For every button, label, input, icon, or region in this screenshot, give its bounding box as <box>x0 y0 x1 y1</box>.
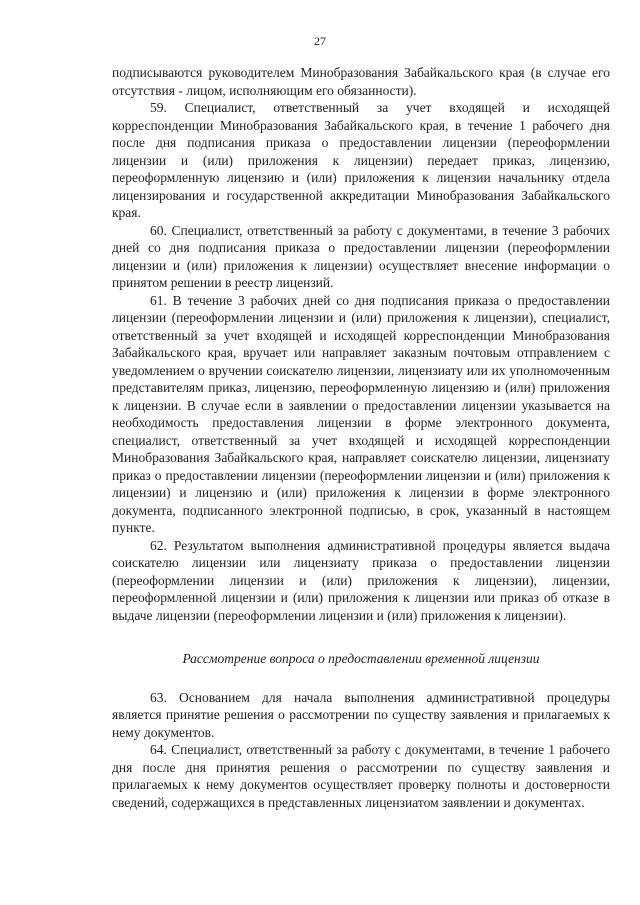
page-number: 27 <box>314 34 326 48</box>
paragraph-59: 59. Специалист, ответственный за учет входящей и исходящей корреспонденции Минобразования Забайкальского края, в течение 1 рабочего дня после дня подписания приказа о предоставлении лицензии (переоформлении лицензии и (или) приложения к лицензии) передает приказ, лицензию, переоформленную лицензию и (или) приложения к лицензии начальнику отдела лицензирования и государственной аккредитации Минобразования Забайкальского края. <box>112 100 610 220</box>
paragraph-62: 62. Результатом выполнения административной процедуры является выдача соискателю лицензии или лицензиату приказа о предоставлении лицензии (переоформлении лицензии и (или) приложения к лицензии), лицензии, переоформленной лицензии и (или) приложения к лицензии или приказ об отказе в выдаче лицензии (переоформлении лицензии и (или) приложения к лицензии). <box>112 537 610 623</box>
paragraph-61: 61. В течение 3 рабочих дней со дня подписания приказа о предоставлении лицензии (переоформлении лицензии и (или) приложения к лицензии), специалист, ответственный за учет входящей и исходящей корреспонденции Минобразования Забайкальского края, вручает или направляет заказным почтовым отправлением с уведомлением о вручении соискателю лицензии, лицензиату или их уполномоченным представителям приказ, лицензию, переоформленную лицензию и (или) приложения к лицензии. В случае если в заявлении о предоставлении лицензии указывается на необходимость предоставления лицензии в форме электронного документа, специалист, ответственный за учет входящей и исходящей корреспонденции Минобразования Забайкальского края, направляет соискателю лицензии, лицензиату приказ о предоставлении лицензии (переоформлении лицензии и (или) приложения к лицензии) и лицензию и (или) приложения к лицензии в форме электронного документа, подписанного электронной подписью, в срок, указанный в настоящем пункте. <box>112 292 610 535</box>
paragraph-60: 60. Специалист, ответственный за работу с документами, в течение 3 рабочих дней со дня подписания приказа о предоставлении лицензии (переоформлении лицензии и (или) приложения к лицензии) осуществляет внесение информации о принятом решении в реестр лицензий. <box>112 222 610 290</box>
paragraph-64: 64. Специалист, ответственный за работу с документами, в течение 1 рабочего дня после дня принятия решения о рассмотрении по существу заявления и прилагаемых к нему документов осуществляет проверку полноты и достоверности сведений, содержащихся в представленных лицензиатом заявлении и документах. <box>112 742 610 810</box>
document-body <box>112 64 610 811</box>
section-title: Рассмотрение вопроса о предоставлении временной лицензии <box>182 651 540 666</box>
paragraph-63: 63. Основанием для начала выполнения административной процедуры является принятие решения о рассмотрении по существу заявления и прилагаемых к нему документов. <box>112 689 610 740</box>
paragraph-58-continuation: подписываются руководителем Минобразования Забайкальского края (в случае его отсутствия - лицом, исполняющим его обязанности). <box>112 65 610 98</box>
